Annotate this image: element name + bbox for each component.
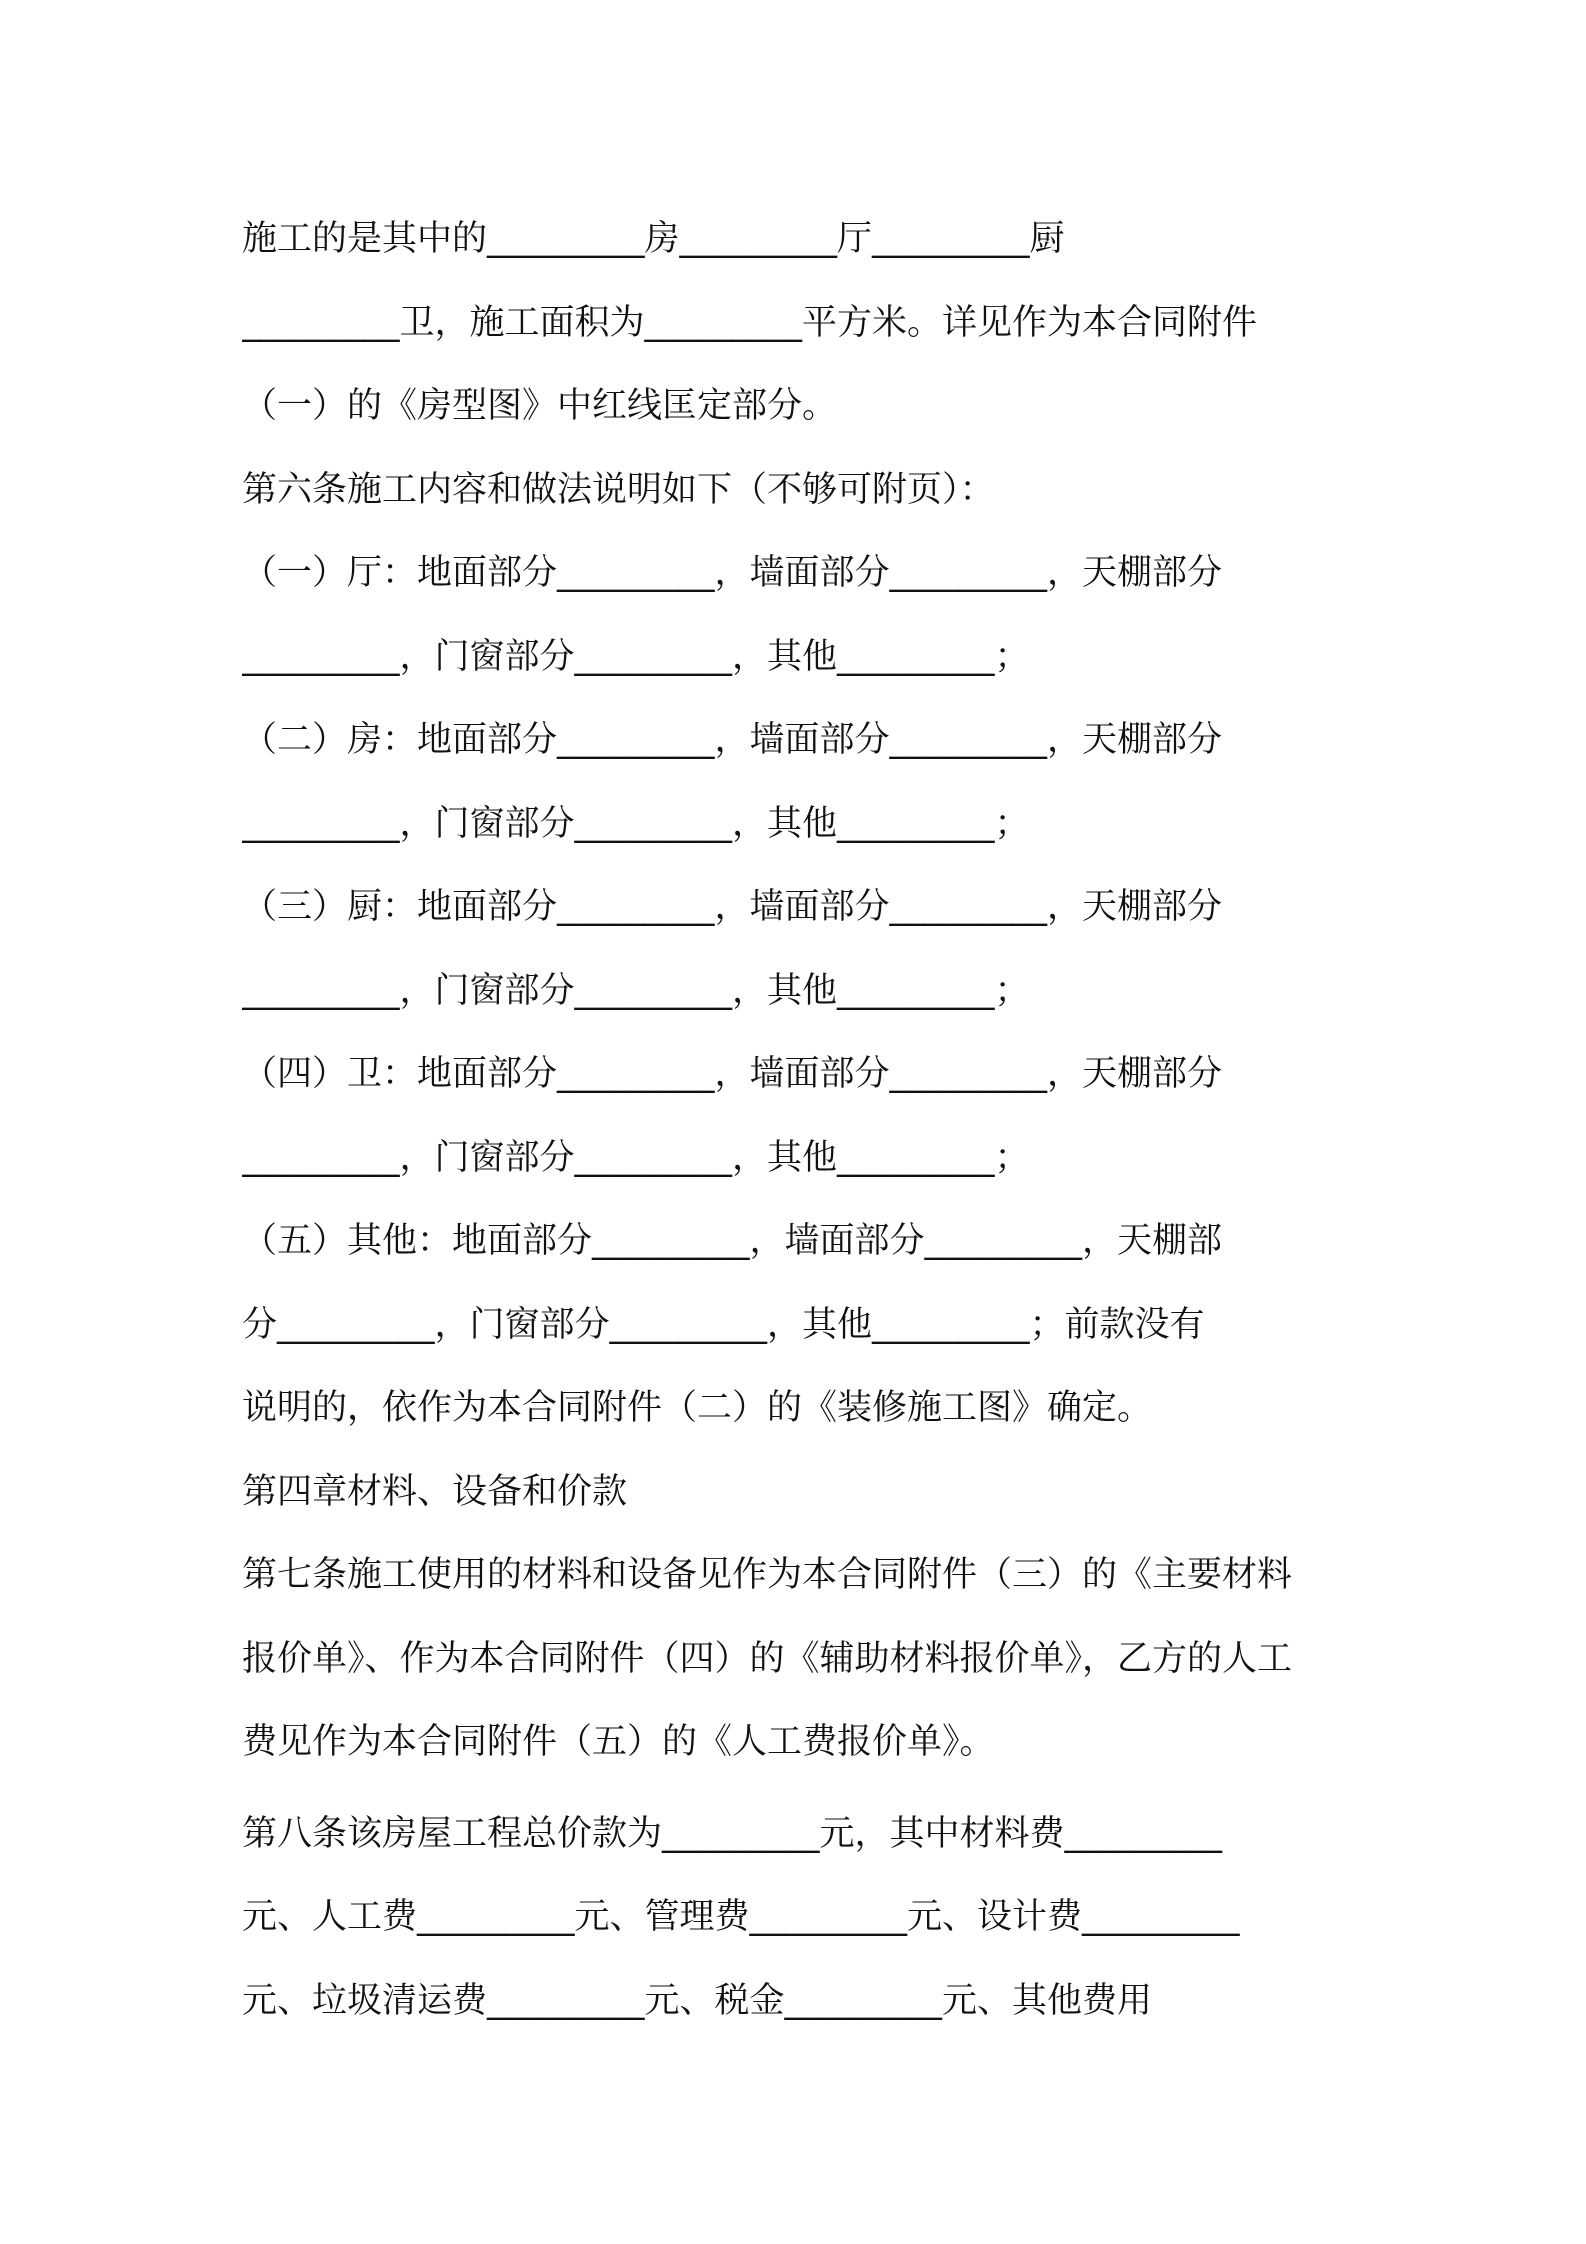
text-line: （五）其他：地面部分_________，墙面部分_________，天棚部	[242, 1221, 1223, 1261]
text-line: 元、人工费_________元、管理费_________元、设计费_________	[242, 1897, 1240, 1937]
text-line: _________，门窗部分_________，其他_________；	[242, 636, 1030, 677]
article-heading: 第六条施工内容和做法说明如下（不够可附页）：	[242, 469, 995, 510]
text-line: _________，门窗部分_________，其他_________；	[242, 1137, 1030, 1178]
article-heading: 第八条该房屋工程总价款为_________元，其中材料费_________	[242, 1813, 1223, 1854]
text-line: （一）的《房型图》中红线匡定部分。	[242, 386, 838, 426]
text-line: _________，门窗部分_________，其他_________；	[242, 970, 1030, 1011]
text-line: 说明的，依作为本合同附件（二）的《装修施工图》确定。	[242, 1388, 1153, 1428]
text-line: （三）厨：地面部分_________，墙面部分_________，天棚部分	[242, 887, 1223, 927]
text-line: 元、垃圾清运费_________元、税金_________元、其他费用	[242, 1980, 1153, 2021]
text-line: _________卫，施工面积为_________平方米。详见作为本合同附件	[242, 302, 1258, 343]
text-line: 费见作为本合同附件（五）的《人工费报价单》。	[242, 1722, 995, 1762]
chapter-heading: 第四章材料、设备和价款	[242, 1471, 628, 1512]
text-line: _________，门窗部分_________，其他_________；	[242, 803, 1030, 844]
text-line: （一）厅：地面部分_________，墙面部分_________，天棚部分	[242, 553, 1223, 593]
text-line: 分_________，门窗部分_________，其他_________；前款没有	[242, 1304, 1205, 1345]
document-body	[242, 198, 1362, 2043]
article-heading: 第七条施工使用的材料和设备见作为本合同附件（三）的《主要材料	[242, 1555, 1293, 1595]
text-line: （四）卫：地面部分_________，墙面部分_________，天棚部分	[242, 1054, 1223, 1094]
text-line: 施工的是其中的_________房_________厅_________厨	[242, 219, 1065, 259]
text-line: （二）房：地面部分_________，墙面部分_________，天棚部分	[242, 720, 1223, 760]
text-line: 报价单》、作为本合同附件（四）的《辅助材料报价单》，乙方的人工	[242, 1638, 1293, 1679]
